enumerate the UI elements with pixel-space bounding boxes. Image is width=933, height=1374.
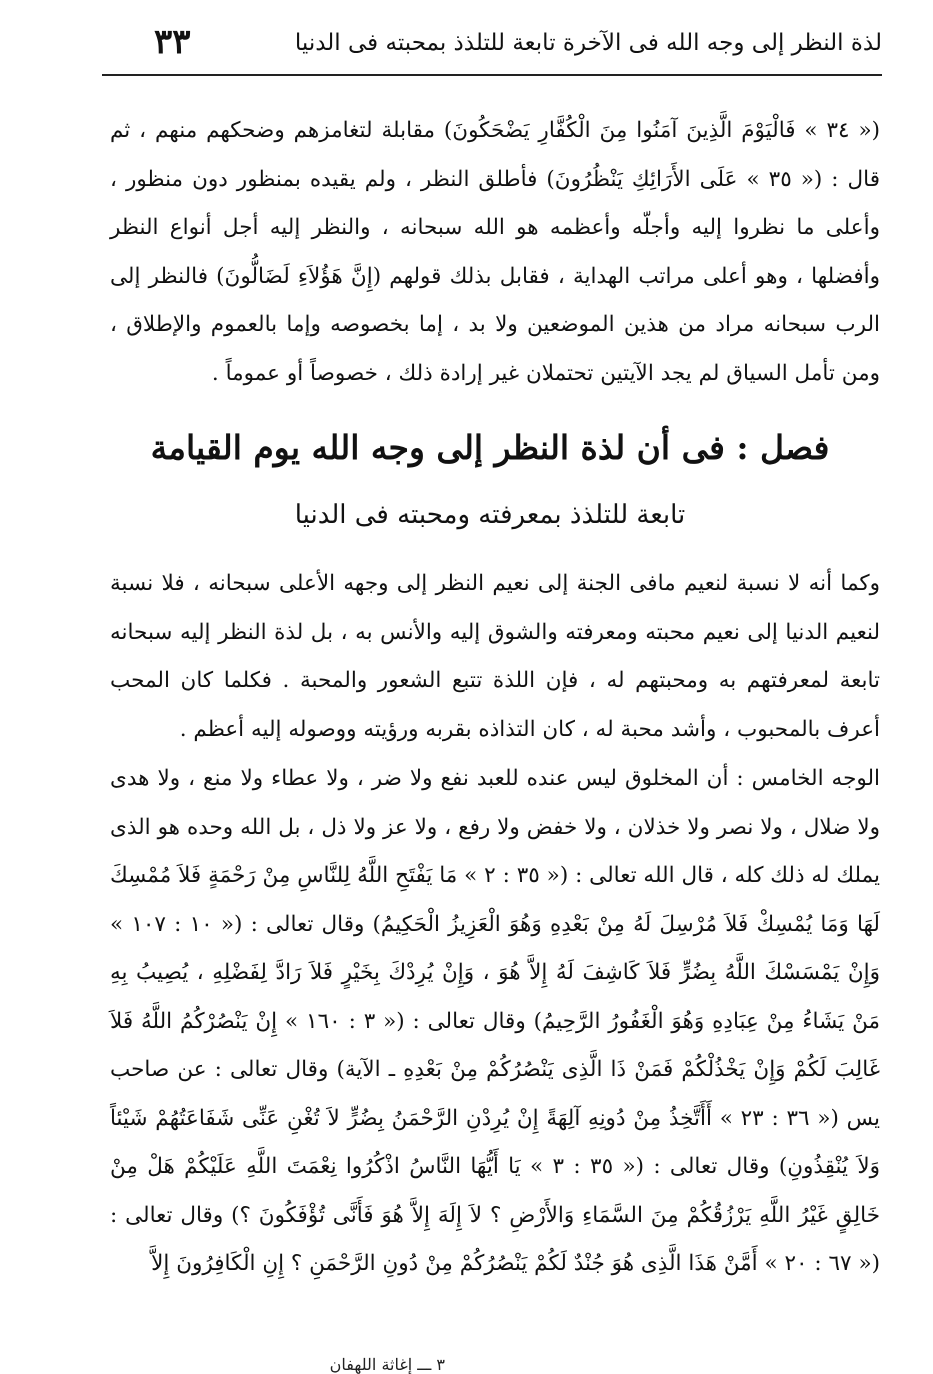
header-divider [102, 74, 882, 76]
running-title: لذة النظر إلى وجه الله فى الآخرة تابعة للتلذذ بمحبته فى الدنيا [294, 30, 882, 56]
top-paragraph: (« ٣٤ » فَالْيَوْمَ الَّذِينَ آمَنُوا مِنَ الْكُفَّارِ يَضْحَكُونَ) مقابلة لتغامزهم وضحكهم منهم ، ثم قال : (« ٣٥ » عَلَى الأَرَائِكِ يَنْظُرُونَ) فأطلق النظر ، ولم يقيده بمنظور دون منظور ، وأعلى ما نظروا إليه وأجلّه وأعظمه هو الله سبحانه ، والنظر إليه أجل أنواع النظر وأفضلها ، وهو أعلى مراتب الهداية ، فقابل بذلك قولهم (إِنَّ هَؤُلاَءِ لَضَالُّونَ) فالنظر إلى الرب سبحانه مراد من هذين الموضعين ولا بد ، إما بخصوصه وإما بالعموم والإطلاق ، ومن تأمل السياق لم يجد الآيتين تحتملان غير إرادة ذلك ، خصوصاً أو عموماً . [110, 118, 880, 386]
paragraph-3: الوجه الخامس : أن المخلوق ليس عنده للعبد نفع ولا ضر ، ولا عطاء ولا منع ، ولا هدى ولا ضلال ، ولا نصر ولا خذلان ، ولا خفض ولا رفع ، ولا عز ولا ذل ، بل الله وحده هو الذى يملك له ذلك كله ، قال الله تعالى : (« ٣٥ : ٢ » مَا يَفْتَحِ اللَّهُ لِلنَّاسِ مِنْ رَحْمَةٍ فَلاَ مُمْسِكَ لَهَا وَمَا يُمْسِكْ فَلاَ مُرْسِلَ لَهُ مِنْ بَعْدِهِ وَهُوَ الْعَزِيزُ الْحَكِيمُ) وقال تعالى : (« ١٠ : ١٠٧ » وَإِنْ يَمْسَسْكَ اللَّهُ بِضُرٍّ فَلاَ كَاشِفَ لَهُ إِلاَّ هُوَ ، وَإِنْ يُرِدْكَ بِخَيْرٍ فَلاَ رَادَّ لِفَضْلِهِ ، يُصِيبُ بِهِ مَنْ يَشَاءُ مِنْ عِبَادِهِ وَهُوَ الْغَفُورُ الرَّحِيمُ) وقال تعالى : (« ٣ : ١٦٠ » إِنْ يَنْصُرْكُمُ اللَّهُ فَلاَ غَالِبَ لَكُمْ وَإِنْ يَخْذُلْكُمْ فَمَنْ ذَا الَّذِى يَنْصُرُكُمْ مِنْ بَعْدِهِ ـ الآية) وقال تعالى : عن صاحب يس (« ٣٦ : ٢٣ » أَأَتَّخِذُ مِنْ دُونِهِ آلِهَةً إِنْ يُرِدْنِ الرَّحْمَنُ بِضُرٍّ لاَ تُغْنِ عَنِّى شَفَاعَتُهُمْ شَيْئاً وَلاَ يُنْقِذُونِ) وقال تعالى : (« ٣٥ : ٣ » يَا أَيُّهَا النَّاسُ اذْكُرُوا نِعْمَتَ اللَّهِ عَلَيْكُمْ هَلْ مِنْ خَالِقٍ غَيْرُ اللَّهِ يَرْزُقُكُمْ مِنَ السَّمَاءِ وَالأَرْضِ ؟ لاَ إِلَهَ إِلاَّ هُوَ فَأَنَّى تُؤْفَكُونَ ؟) وقال تعالى : (« ٦٧ : ٢٠ » أَمَّنْ هَذَا الَّذِى هُوَ جُنْدٌ لَكُمْ يَنْصُرُكُمْ مِنْ دُونِ الرَّحْمَنِ ؟ إِنِ الْكَافِرُونَ إِلاَّ [110, 766, 881, 1276]
top-paragraph-block [110, 107, 880, 398]
page-header [102, 22, 882, 72]
paragraph-2: وكما أنه لا نسبة لنعيم مافى الجنة إلى نعيم النظر إلى وجهه الأعلى سبحانه ، فلا نسبة لنعيم الدنيا إلى نعيم محبته ومعرفته والشوق إليه والأنس به ، بل لذة النظر إليه سبحانه تابعة لمعرفتهم به ومحبتهم له ، فإن اللذة تتبع الشعور والمحبة . فكلما كان المحب أعرف بالمحبوب ، وأشد محبة له ، كان التذاذه بقربه ورؤيته ووصوله إليه أعظم . [110, 571, 880, 742]
section-subtitle: تابعة للتلذذ بمعرفته ومحبته فى الدنيا [294, 500, 686, 530]
section-title: فصل : فى أن لذة النظر إلى وجه الله يوم القيامة [150, 428, 830, 467]
footer-signature: ٣ ـــ إغاثة اللهفان [329, 1355, 445, 1374]
page-number: ٣٣ [154, 22, 191, 62]
paragraph-3-block [110, 755, 880, 1289]
paragraph-2-block [110, 560, 880, 754]
